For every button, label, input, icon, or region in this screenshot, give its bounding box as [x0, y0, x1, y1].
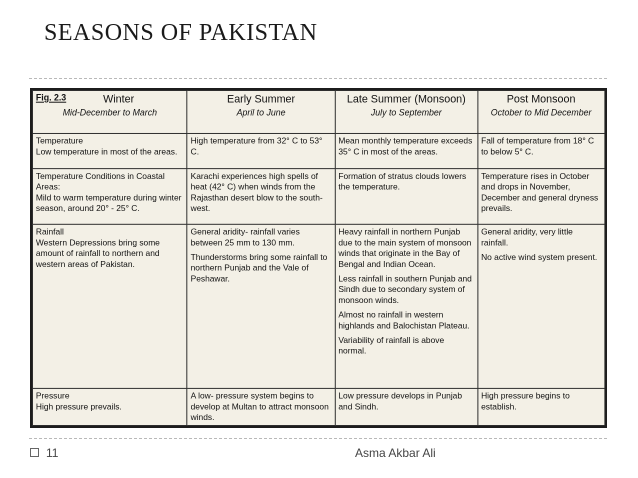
- cell-text: Heavy rainfall in northern Punjab due to the main system of monsoon winds that originate in the Bay of Bengal and Indian Ocean.: [338, 226, 472, 269]
- footer-marker-icon: [30, 448, 39, 457]
- season-name: Late Summer (Monsoon): [346, 93, 466, 106]
- table-cell: [32, 169, 187, 224]
- cell-text: Almost no rainfall in western highlands and Balochistan Plateau.: [338, 309, 470, 331]
- top-divider: [29, 78, 607, 79]
- table-cell: [335, 169, 478, 224]
- row-heading: Pressure: [35, 390, 70, 401]
- table-cell: [187, 388, 335, 425]
- season-range: July to September: [370, 107, 442, 118]
- seasons-figure: [30, 88, 607, 428]
- table-cell: [187, 224, 335, 388]
- table-row-rainfall: [32, 224, 604, 388]
- column-header-winter: [32, 90, 187, 133]
- row-heading: Temperature: [35, 136, 84, 146]
- cell-text: Karachi experiences high spells of heat (42° C) when winds from the Rajasthan desert blow to the south-west.: [190, 171, 323, 214]
- row-heading: Temperature Conditions in Coastal Areas:: [35, 171, 165, 193]
- table-cell: [32, 224, 187, 388]
- table-cell: [32, 134, 187, 169]
- season-name: Winter: [103, 93, 135, 106]
- season-range: April to June: [236, 107, 286, 118]
- table-cell: [335, 224, 478, 388]
- cell-text: A low- pressure system begins to develop at Multan to attract monsoon winds.: [190, 390, 329, 422]
- bottom-divider: [29, 438, 607, 439]
- table-row-pressure: [32, 388, 604, 425]
- season-range: Mid-December to March: [62, 107, 157, 118]
- column-header-post-monsoon: [478, 90, 605, 133]
- row-heading: Rainfall: [35, 226, 64, 237]
- footer-author: Asma Akbar Ali: [355, 446, 436, 460]
- table-header-row: [32, 90, 604, 133]
- table-cell: [478, 224, 605, 388]
- table-cell: [32, 388, 187, 425]
- cell-text: General aridity- rainfall varies between 25 mm to 130 mm.: [190, 226, 300, 248]
- cell-text: Formation of stratus clouds lowers the temperature.: [338, 171, 467, 193]
- season-name: Early Summer: [227, 93, 296, 106]
- cell-text: High pressure prevails.: [35, 401, 122, 412]
- figure-label: Fig. 2.3: [35, 92, 67, 103]
- table-cell: [187, 134, 335, 169]
- table-cell: [187, 169, 335, 224]
- cell-text: Variability of rainfall is above normal.: [338, 334, 445, 356]
- table-cell: [478, 169, 605, 224]
- cell-text: Temperature rises in October and drops in November, December and general dryness prevails.: [481, 171, 599, 214]
- season-range: October to Mid December: [490, 107, 592, 118]
- slide-title: SEASONS OF PAKISTAN: [44, 20, 318, 46]
- cell-text: High temperature from 32° C to 53° C.: [190, 136, 323, 157]
- cell-text: Low temperature in most of the areas.: [35, 146, 178, 157]
- cell-text: General aridity, very little rainfall.: [481, 226, 573, 248]
- table-row-coastal-temperature: [32, 169, 604, 224]
- column-header-late-summer: [335, 90, 478, 133]
- cell-text: No active wind system present.: [481, 251, 598, 262]
- page-number: 11: [46, 446, 59, 460]
- seasons-table: [32, 90, 605, 426]
- table-cell: [335, 134, 478, 169]
- season-name: Post Monsoon: [506, 93, 576, 106]
- cell-text: Western Depressions bring some amount of rainfall to northern and western areas of Pakistan.: [35, 237, 160, 269]
- table-cell: [478, 134, 605, 169]
- cell-text: High pressure begins to establish.: [481, 390, 570, 412]
- cell-text: Thunderstorms bring some rainfall to northern Punjab and the Vale of Peshawar.: [190, 251, 328, 284]
- cell-text: Mild to warm temperature during winter season, around 20° - 25° C.: [35, 193, 182, 214]
- column-header-early-summer: [187, 90, 335, 133]
- cell-text: Fall of temperature from 18° C to below 5° C.: [481, 136, 595, 157]
- cell-text: Mean monthly temperature exceeds 35° C in most of the areas.: [338, 136, 473, 157]
- table-row-temperature: [32, 134, 604, 169]
- table-cell: [478, 388, 605, 425]
- cell-text: Low pressure develops in Punjab and Sindh.: [338, 390, 463, 412]
- cell-text: Less rainfall in southern Punjab and Sindh due to secondary system of monsoon winds.: [338, 273, 472, 305]
- table-cell: [335, 388, 478, 425]
